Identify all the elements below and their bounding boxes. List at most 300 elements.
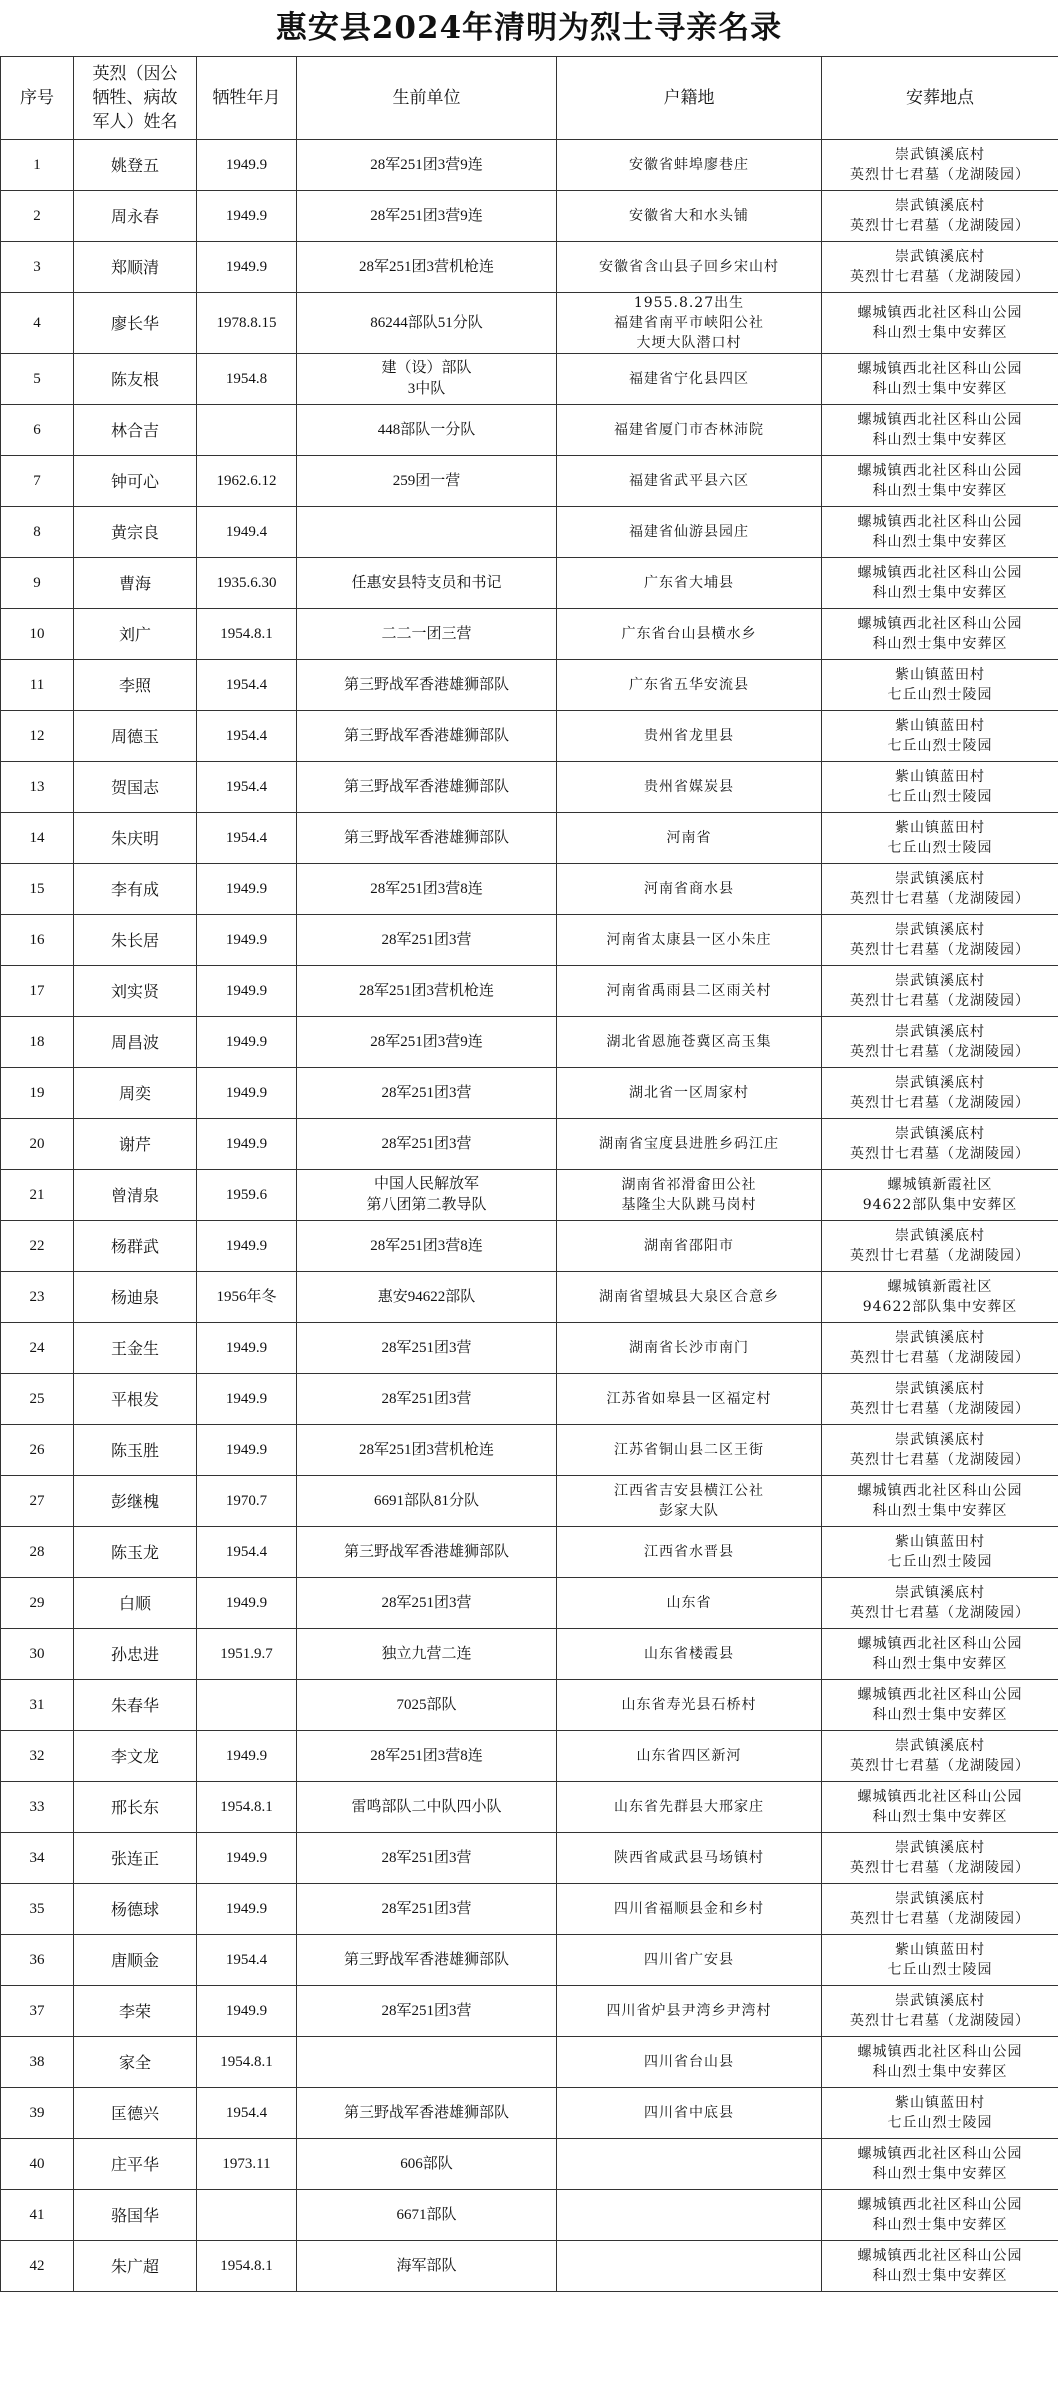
- table-row: [1, 1935, 1058, 1986]
- cell-origin-line: 广东省大埔县: [644, 575, 734, 591]
- table-row: [1, 1680, 1058, 1731]
- header-origin: 户籍地: [557, 57, 822, 140]
- cell-origin: [557, 1884, 822, 1935]
- cell-burial-line: 英烈廿七君墓（龙湖陵园）: [850, 269, 1030, 285]
- cell-unit: [297, 1272, 557, 1323]
- cell-name: 李文龙: [74, 1731, 197, 1782]
- cell-burial: [822, 1170, 1058, 1221]
- cell-origin: [557, 2139, 822, 2190]
- cell-burial: [822, 609, 1058, 660]
- table-row: [1, 660, 1058, 711]
- cell-burial-line: 英烈廿七君墓（龙湖陵园）: [850, 1146, 1030, 1162]
- cell-burial-line: 紫山镇蓝田村: [895, 1942, 985, 1958]
- cell-burial-line: 崇武镇溪底村: [895, 1738, 985, 1754]
- cell-burial-line: 94622部队集中安葬区: [862, 1197, 1018, 1213]
- cell-burial-line: 崇武镇溪底村: [895, 249, 985, 265]
- cell-no: 39: [1, 2088, 74, 2139]
- cell-origin: [557, 1323, 822, 1374]
- cell-no: 8: [1, 507, 74, 558]
- cell-name: 林合吉: [74, 405, 197, 456]
- cell-origin: [557, 1578, 822, 1629]
- cell-burial: [822, 1272, 1058, 1323]
- table-row: [1, 2037, 1058, 2088]
- header-burial: 安葬地点: [822, 57, 1058, 140]
- cell-burial-line: 七丘山烈士陵园: [887, 1554, 993, 1570]
- cell-burial-line: 崇武镇溪底村: [895, 1585, 985, 1601]
- cell-unit: [297, 1833, 557, 1884]
- cell-unit-line: 28军251团3营: [381, 1339, 472, 1356]
- cell-unit: [297, 1884, 557, 1935]
- cell-unit-line: 第三野战军香港雄狮部队: [343, 829, 509, 846]
- cell-date: 1935.6.30: [197, 558, 297, 609]
- cell-burial-line: 科山烈士集中安葬区: [872, 2268, 1008, 2284]
- cell-unit-line: 中国人民解放军: [373, 1176, 479, 1192]
- cell-name: 贺国志: [74, 762, 197, 813]
- cell-no: 19: [1, 1068, 74, 1119]
- cell-name: 孙忠进: [74, 1629, 197, 1680]
- cell-burial: [822, 1476, 1058, 1527]
- cell-origin: [557, 1425, 822, 1476]
- cell-name: 廖长华: [74, 293, 197, 354]
- cell-burial-line: 崇武镇溪底村: [895, 973, 985, 989]
- cell-origin-line: 四川省广安县: [644, 1952, 734, 1968]
- table-row: [1, 1782, 1058, 1833]
- cell-origin: [557, 293, 822, 354]
- cell-name: 李照: [74, 660, 197, 711]
- header-unit: 生前单位: [297, 57, 557, 140]
- cell-origin-line: 湖南省望城县大泉区合意乡: [599, 1289, 779, 1305]
- cell-unit-line: 28军251团3营8连: [370, 1747, 483, 1764]
- table-row: [1, 2241, 1058, 2292]
- cell-burial-line: 七丘山烈士陵园: [887, 687, 993, 703]
- cell-burial-line: 紫山镇蓝田村: [895, 2095, 985, 2111]
- cell-unit-line: 606部队: [400, 2155, 453, 2172]
- cell-date: 1954.4: [197, 660, 297, 711]
- cell-no: 7: [1, 456, 74, 507]
- cell-origin-line: 山东省先群县大邢家庄: [614, 1799, 764, 1815]
- cell-no: 35: [1, 1884, 74, 1935]
- cell-burial-line: 英烈廿七君墓（龙湖陵园）: [850, 1911, 1030, 1927]
- cell-burial-line: 英烈廿七君墓（龙湖陵园）: [850, 1401, 1030, 1417]
- cell-no: 11: [1, 660, 74, 711]
- cell-origin: [557, 456, 822, 507]
- table-row: [1, 1425, 1058, 1476]
- cell-unit: [297, 140, 557, 191]
- cell-date: 1954.4: [197, 1935, 297, 1986]
- cell-burial-line: 崇武镇溪底村: [895, 1381, 985, 1397]
- cell-no: 40: [1, 2139, 74, 2190]
- cell-origin: [557, 2037, 822, 2088]
- cell-burial: [822, 354, 1058, 405]
- cell-unit: [297, 1119, 557, 1170]
- cell-unit: [297, 2139, 557, 2190]
- cell-origin: [557, 864, 822, 915]
- cell-burial-line: 螺城镇西北社区科山公园: [857, 2248, 1023, 2264]
- cell-origin: [557, 609, 822, 660]
- cell-burial: [822, 762, 1058, 813]
- cell-origin-line: 福建省武平县六区: [629, 473, 749, 489]
- cell-burial-line: 科山烈士集中安葬区: [872, 1656, 1008, 1672]
- cell-burial: [822, 660, 1058, 711]
- cell-no: 27: [1, 1476, 74, 1527]
- cell-origin-line: 贵州省媒炭县: [644, 779, 734, 795]
- cell-name: 杨群武: [74, 1221, 197, 1272]
- cell-name: 朱长居: [74, 915, 197, 966]
- cell-no: 38: [1, 2037, 74, 2088]
- cell-burial: [822, 1017, 1058, 1068]
- cell-burial: [822, 1527, 1058, 1578]
- cell-origin-line: 福建省南平市峡阳公社: [614, 315, 764, 331]
- cell-burial-line: 崇武镇溪底村: [895, 922, 985, 938]
- cell-date: 1951.9.7: [197, 1629, 297, 1680]
- cell-origin: [557, 191, 822, 242]
- cell-origin: [557, 242, 822, 293]
- cell-origin-line: 河南省太康县一区小朱庄: [606, 932, 772, 948]
- cell-origin-line: 四川省福顺县金和乡村: [614, 1901, 764, 1917]
- cell-origin-line: 陕西省咸武县马场镇村: [614, 1850, 764, 1866]
- cell-name: 王金生: [74, 1323, 197, 1374]
- cell-name: 庄平华: [74, 2139, 197, 2190]
- cell-burial: [822, 1374, 1058, 1425]
- cell-origin: [557, 1833, 822, 1884]
- cell-burial: [822, 1425, 1058, 1476]
- cell-unit: [297, 1731, 557, 1782]
- cell-name: 杨迪泉: [74, 1272, 197, 1323]
- table-row: [1, 1119, 1058, 1170]
- cell-burial: [822, 1221, 1058, 1272]
- cell-origin-line: 江苏省铜山县二区王街: [614, 1442, 764, 1458]
- cell-burial-line: 紫山镇蓝田村: [895, 820, 985, 836]
- martyr-table: [0, 56, 1058, 2292]
- cell-origin-line: 基隆尘大队跳马岗村: [621, 1197, 757, 1213]
- cell-no: 23: [1, 1272, 74, 1323]
- cell-origin-line: 福建省宁化县四区: [629, 371, 749, 387]
- cell-unit-line: 28军251团3营9连: [370, 207, 483, 224]
- cell-unit-line: 7025部队: [396, 1696, 457, 1713]
- cell-burial-line: 科山烈士集中安葬区: [872, 1809, 1008, 1825]
- cell-burial-line: 科山烈士集中安葬区: [872, 1503, 1008, 1519]
- cell-burial-line: 螺城镇西北社区科山公园: [857, 305, 1023, 321]
- cell-origin-line: 贵州省龙里县: [644, 728, 734, 744]
- header-no: 序号: [1, 57, 74, 140]
- table-row: [1, 2088, 1058, 2139]
- cell-origin-line: 湖南省长沙市南门: [629, 1340, 749, 1356]
- cell-burial-line: 崇武镇溪底村: [895, 1891, 985, 1907]
- cell-burial-line: 英烈廿七君墓（龙湖陵园）: [850, 218, 1030, 234]
- cell-no: 13: [1, 762, 74, 813]
- cell-origin-line: 广东省台山县横水乡: [621, 626, 757, 642]
- cell-origin-line: 江苏省如皋县一区福定村: [606, 1391, 772, 1407]
- cell-no: 4: [1, 293, 74, 354]
- cell-name: 朱广超: [74, 2241, 197, 2292]
- cell-origin-line: 湖南省宝度县进胜乡码江庄: [599, 1136, 779, 1152]
- cell-no: 31: [1, 1680, 74, 1731]
- header-name-line: 英烈（因公: [92, 64, 178, 84]
- cell-name: 姚登五: [74, 140, 197, 191]
- cell-origin: [557, 1986, 822, 2037]
- cell-unit-line: 28军251团3营: [381, 1849, 472, 1866]
- cell-burial: [822, 1119, 1058, 1170]
- cell-unit-line: 28军251团3营: [381, 1900, 472, 1917]
- cell-burial-line: 七丘山烈士陵园: [887, 738, 993, 754]
- cell-name: 朱庆明: [74, 813, 197, 864]
- cell-burial-line: 紫山镇蓝田村: [895, 667, 985, 683]
- cell-burial-line: 英烈廿七君墓（龙湖陵园）: [850, 2013, 1030, 2029]
- cell-burial-line: 科山烈士集中安葬区: [872, 1707, 1008, 1723]
- cell-origin: [557, 1068, 822, 1119]
- table-row: [1, 293, 1058, 354]
- cell-unit: [297, 660, 557, 711]
- cell-burial-line: 崇武镇溪底村: [895, 1024, 985, 1040]
- cell-unit: [297, 2037, 557, 2088]
- cell-unit: [297, 1425, 557, 1476]
- cell-unit: [297, 813, 557, 864]
- cell-unit-line: 28军251团3营8连: [370, 1237, 483, 1254]
- cell-unit-line: 28军251团3营: [381, 1084, 472, 1101]
- cell-date: [197, 1680, 297, 1731]
- cell-origin-line: 江西省吉安县横江公社: [614, 1483, 764, 1499]
- cell-no: 34: [1, 1833, 74, 1884]
- cell-date: 1949.9: [197, 1986, 297, 2037]
- cell-burial-line: 英烈廿七君墓（龙湖陵园）: [850, 1044, 1030, 1060]
- cell-origin-line: 山东省楼霞县: [644, 1646, 734, 1662]
- cell-no: 28: [1, 1527, 74, 1578]
- cell-unit-line: 第三野战军香港雄狮部队: [343, 778, 509, 795]
- cell-origin: [557, 813, 822, 864]
- cell-unit-line: 任惠安县特支员和书记: [351, 574, 502, 591]
- table-row: [1, 2190, 1058, 2241]
- cell-unit-line: 第三野战军香港雄狮部队: [343, 1951, 509, 1968]
- cell-no: 24: [1, 1323, 74, 1374]
- table-row: [1, 1833, 1058, 1884]
- cell-burial: [822, 1986, 1058, 2037]
- cell-burial: [822, 1833, 1058, 1884]
- cell-burial: [822, 1578, 1058, 1629]
- cell-date: 1954.8.1: [197, 2241, 297, 2292]
- cell-date: 1956年冬: [197, 1272, 297, 1323]
- cell-unit: [297, 2088, 557, 2139]
- cell-origin-line: 湖南省祁滑畲田公社: [621, 1177, 757, 1193]
- table-row: [1, 762, 1058, 813]
- cell-unit: [297, 711, 557, 762]
- cell-date: 1954.8.1: [197, 609, 297, 660]
- cell-no: 3: [1, 242, 74, 293]
- table-row: [1, 1986, 1058, 2037]
- cell-unit-line: 86244部队51分队: [370, 314, 483, 331]
- table-row: [1, 1170, 1058, 1221]
- cell-name: 曾清泉: [74, 1170, 197, 1221]
- cell-name: 杨德球: [74, 1884, 197, 1935]
- cell-date: 1954.4: [197, 2088, 297, 2139]
- cell-unit-line: 第八团第二教导队: [366, 1197, 487, 1213]
- cell-origin: [557, 558, 822, 609]
- cell-origin: [557, 660, 822, 711]
- cell-origin-line: 山东省四区新河: [636, 1748, 742, 1764]
- cell-unit-line: 28军251团3营: [381, 2002, 472, 2019]
- cell-burial-line: 七丘山烈士陵园: [887, 789, 993, 805]
- cell-no: 18: [1, 1017, 74, 1068]
- cell-date: 1954.8.1: [197, 2037, 297, 2088]
- header-name-line: 牺牲、病故: [92, 88, 178, 108]
- header-name-line: 军人）姓名: [92, 112, 178, 132]
- cell-origin: [557, 354, 822, 405]
- cell-date: 1949.9: [197, 1425, 297, 1476]
- cell-burial: [822, 1782, 1058, 1833]
- cell-burial: [822, 915, 1058, 966]
- cell-origin: [557, 1476, 822, 1527]
- cell-origin-line: 福建省仙游县园庄: [629, 524, 749, 540]
- cell-origin: [557, 1374, 822, 1425]
- cell-name: 骆国华: [74, 2190, 197, 2241]
- cell-unit: [297, 1782, 557, 1833]
- table-row: [1, 405, 1058, 456]
- cell-burial-line: 英烈廿七君墓（龙湖陵园）: [850, 1095, 1030, 1111]
- cell-burial-line: 崇武镇溪底村: [895, 1075, 985, 1091]
- cell-burial: [822, 405, 1058, 456]
- cell-burial-line: 紫山镇蓝田村: [895, 769, 985, 785]
- cell-name: 家全: [74, 2037, 197, 2088]
- cell-burial-line: 螺城镇西北社区科山公园: [857, 412, 1023, 428]
- cell-date: 1949.9: [197, 1119, 297, 1170]
- cell-no: 36: [1, 1935, 74, 1986]
- cell-no: 15: [1, 864, 74, 915]
- cell-name: 张连正: [74, 1833, 197, 1884]
- table-row: [1, 966, 1058, 1017]
- cell-unit-line: 28军251团3营机枪连: [358, 1441, 494, 1458]
- cell-unit-line: 第三野战军香港雄狮部队: [343, 2104, 509, 2121]
- cell-origin: [557, 2241, 822, 2292]
- cell-origin: [557, 1629, 822, 1680]
- cell-no: 22: [1, 1221, 74, 1272]
- cell-origin-line: 河南省: [666, 830, 712, 846]
- cell-burial-line: 科山烈士集中安葬区: [872, 534, 1008, 550]
- cell-burial-line: 崇武镇溪底村: [895, 1432, 985, 1448]
- cell-unit-line: 28军251团3营机枪连: [358, 982, 494, 999]
- cell-origin: [557, 405, 822, 456]
- table-row: [1, 1476, 1058, 1527]
- cell-origin-line: 湖北省一区周家村: [629, 1085, 749, 1101]
- cell-name: 陈玉龙: [74, 1527, 197, 1578]
- cell-unit-line: 28军251团3营9连: [370, 1033, 483, 1050]
- cell-burial-line: 科山烈士集中安葬区: [872, 2064, 1008, 2080]
- cell-unit-line: 28军251团3营机枪连: [358, 258, 494, 275]
- cell-name: 谢芹: [74, 1119, 197, 1170]
- table-row: [1, 1527, 1058, 1578]
- cell-burial: [822, 864, 1058, 915]
- cell-name: 周昌波: [74, 1017, 197, 1068]
- cell-burial-line: 崇武镇溪底村: [895, 1993, 985, 2009]
- cell-unit-line: 28军251团3营9连: [370, 156, 483, 173]
- cell-date: 1949.9: [197, 1833, 297, 1884]
- cell-no: 37: [1, 1986, 74, 2037]
- cell-unit-line: 6691部队81分队: [373, 1492, 479, 1509]
- cell-no: 30: [1, 1629, 74, 1680]
- header-row: [1, 57, 1058, 140]
- cell-unit-line: 28军251团3营: [381, 931, 472, 948]
- cell-unit-line: 28军251团3营8连: [370, 880, 483, 897]
- cell-origin-line: 河南省禹雨县二区雨关村: [606, 983, 772, 999]
- cell-burial-line: 英烈廿七君墓（龙湖陵园）: [850, 167, 1030, 183]
- cell-unit: [297, 2190, 557, 2241]
- cell-date: 1978.8.15: [197, 293, 297, 354]
- table-row: [1, 191, 1058, 242]
- cell-name: 郑顺清: [74, 242, 197, 293]
- cell-burial-line: 英烈廿七君墓（龙湖陵园）: [850, 1452, 1030, 1468]
- cell-burial-line: 七丘山烈士陵园: [887, 2115, 993, 2131]
- cell-date: 1949.9: [197, 1068, 297, 1119]
- cell-burial-line: 崇武镇溪底村: [895, 1840, 985, 1856]
- cell-unit: [297, 293, 557, 354]
- cell-unit-line: 28军251团3营: [381, 1594, 472, 1611]
- cell-burial-line: 崇武镇溪底村: [895, 871, 985, 887]
- cell-burial-line: 螺城镇西北社区科山公园: [857, 1789, 1023, 1805]
- cell-origin: [557, 966, 822, 1017]
- cell-burial-line: 螺城镇新霞社区: [887, 1279, 993, 1295]
- cell-origin: [557, 1680, 822, 1731]
- cell-unit-line: 海军部队: [396, 2257, 457, 2274]
- table-row: [1, 456, 1058, 507]
- cell-burial-line: 科山烈士集中安葬区: [872, 432, 1008, 448]
- cell-burial: [822, 1068, 1058, 1119]
- table-row: [1, 1272, 1058, 1323]
- cell-burial: [822, 456, 1058, 507]
- cell-date: 1949.9: [197, 1578, 297, 1629]
- cell-burial-line: 英烈廿七君墓（龙湖陵园）: [850, 1248, 1030, 1264]
- cell-unit: [297, 1476, 557, 1527]
- cell-burial-line: 崇武镇溪底村: [895, 198, 985, 214]
- cell-origin: [557, 507, 822, 558]
- cell-unit: [297, 864, 557, 915]
- cell-burial: [822, 1629, 1058, 1680]
- cell-burial-line: 螺城镇西北社区科山公园: [857, 565, 1023, 581]
- cell-burial-line: 七丘山烈士陵园: [887, 1962, 993, 1978]
- cell-origin: [557, 1935, 822, 1986]
- cell-name: 唐顺金: [74, 1935, 197, 1986]
- cell-no: 17: [1, 966, 74, 1017]
- cell-burial-line: 科山烈士集中安葬区: [872, 2217, 1008, 2233]
- cell-date: 1973.11: [197, 2139, 297, 2190]
- cell-unit-line: 惠安94622部队: [377, 1288, 476, 1305]
- cell-origin-line: 大埂大队潜口村: [636, 335, 742, 351]
- cell-burial: [822, 2088, 1058, 2139]
- cell-unit: [297, 405, 557, 456]
- cell-name: 刘实贤: [74, 966, 197, 1017]
- cell-origin-line: 安徽省大和水头铺: [629, 208, 749, 224]
- cell-unit-line: 28军251团3营: [381, 1390, 472, 1407]
- table-row: [1, 2139, 1058, 2190]
- cell-no: 1: [1, 140, 74, 191]
- cell-unit: [297, 1629, 557, 1680]
- cell-date: 1954.4: [197, 762, 297, 813]
- cell-burial: [822, 507, 1058, 558]
- page-title: 惠安县2024年清明为烈士寻亲名录: [275, 10, 783, 46]
- cell-name: 周德玉: [74, 711, 197, 762]
- cell-unit-line: 6671部队: [396, 2206, 457, 2223]
- cell-burial-line: 螺城镇西北社区科山公园: [857, 514, 1023, 530]
- table-row: [1, 354, 1058, 405]
- cell-burial-line: 紫山镇蓝田村: [895, 718, 985, 734]
- cell-unit: [297, 1017, 557, 1068]
- cell-unit-line: 二二一团三营: [381, 625, 472, 642]
- cell-unit: [297, 191, 557, 242]
- cell-unit: [297, 609, 557, 660]
- cell-name: 曹海: [74, 558, 197, 609]
- cell-origin-line: 福建省厦门市杏林沛院: [614, 422, 764, 438]
- cell-burial-line: 英烈廿七君墓（龙湖陵园）: [850, 891, 1030, 907]
- cell-origin: [557, 1017, 822, 1068]
- cell-no: 16: [1, 915, 74, 966]
- cell-unit: [297, 1527, 557, 1578]
